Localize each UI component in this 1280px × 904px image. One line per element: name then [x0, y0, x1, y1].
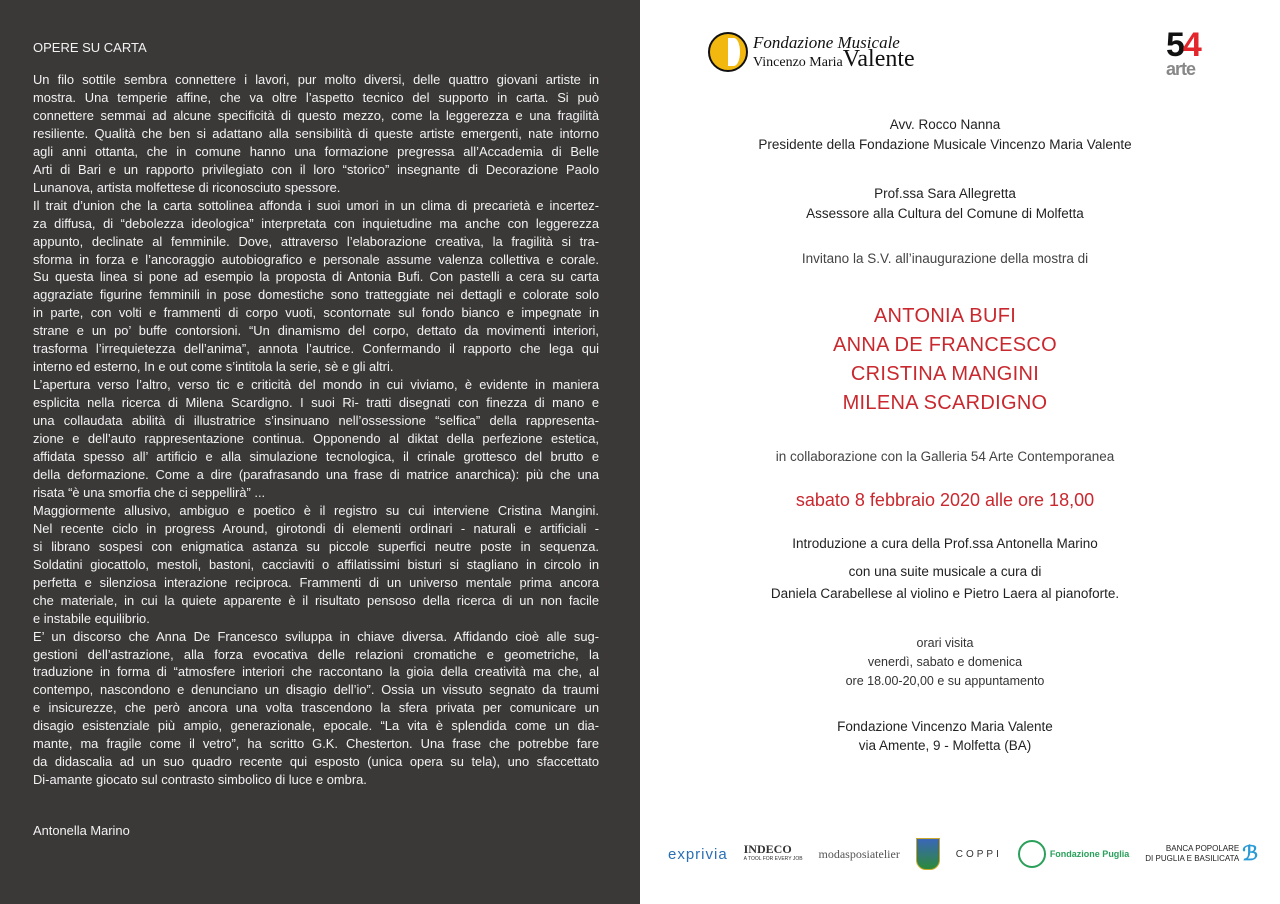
essay-line: E’ un discorso che Anna De Francesco sviluppa in chiave diversa. Affidando cioè alle sug- [33, 628, 599, 644]
essay-line: Di-amante giocato sul contrasto simbolico di luce e ombra. [33, 772, 367, 788]
logo-line1: Fondazione Musicale [753, 32, 900, 52]
essay-line: che materiale, in cui la quiete apparente è il risultato pensoso della ricerca di un non facile [33, 592, 599, 608]
essay-title: OPERE SU CARTA [33, 40, 147, 55]
essay-line: si librano sospesi con enigmatica astanza su piccole superfici neutre poste in sequenza. [33, 538, 599, 554]
essay-line: L’apertura verso l’altro, verso tic e criticità del mondo in cui viviamo, è evidente in maniera [33, 377, 599, 393]
essay-line: resiliente. Qualità che ben si adattano alla sensibilità di queste artiste emergenti, nate intorno [33, 125, 599, 141]
essay-line: sforma in forza e l’ancoraggio autobiografico e personale assume valenza collettiva e corale. [33, 251, 599, 267]
hours-label: orari visita [916, 636, 974, 650]
essay-line: da didascalia ad un suo quadro recente qui esposto (unica opera su tela), uno sfaccettato [33, 754, 599, 770]
invitation-panel [640, 0, 1280, 904]
essay-line: Il trait d’union che la carta sottolinea affonda i suoi umori in un clima di precarietà e incertez- [33, 197, 599, 213]
invite-text: Invitano la S.V. all’inaugurazione della mostra di [801, 251, 1089, 266]
coppi-logo: COPPI [955, 848, 1002, 860]
essay-line: agli anni ottanta, che in comune hanno una formazione pregressa all’Accademia di Belle [33, 143, 599, 159]
essay-line: Arti di Bari e un rapporto privilegiato con il loro “storico” insegnante di Decorazione Paolo [33, 161, 599, 177]
essay-line: zione e dell’auto rappresentazione continua. Opponendo al diktat della perfezione estetica, [33, 431, 599, 447]
essay-line: contempo, nascondono e denunciano un disagio dell’io”. Ossia un vissuto segnato da traumi [33, 682, 599, 698]
logo-line2a: Vincenzo Maria [753, 54, 843, 70]
logo-arte: arte [1166, 59, 1196, 79]
logo-4: 4 [1182, 26, 1200, 64]
essay-line: Nel recente ciclo in progress Around, girotondi di elementi ordinari - naturali e artificiali - [33, 520, 599, 536]
essay-line: trasforma l’irrequietezza dell’anima”, annota l’autrice. Confermando il rapporto che lega qui [33, 341, 599, 357]
essay-line: appunto, declinate al femminile. Dove, attraverso l’elaborazione creativa, la fragilità si tra- [33, 233, 599, 249]
sponsor-logos [668, 836, 1258, 872]
address-name: Fondazione Vincenzo Maria Valente [837, 719, 1053, 734]
artist-name: CRISTINA MANGINI [850, 363, 1040, 385]
essay-line: risata “è una smorfia che ci seppellirà” ... [33, 484, 266, 500]
fondazione-puglia-logo [1018, 840, 1130, 868]
essay-body [33, 71, 599, 789]
event-date: sabato 8 febbraio 2020 alle ore 18,00 [795, 490, 1095, 510]
visiting-hours [640, 634, 1250, 691]
essay-line: connettere semmai ad alcune specificità di questo mezzo, come la leggerezza e una fragilità [33, 107, 599, 123]
modasposi-logo: modasposiatelier [818, 846, 900, 861]
artist-name: MILENA SCARDIGNO [842, 392, 1048, 414]
essay-line: perfetta e silenziosa interazione reciproca. Frammenti di un universo mentale prima ancora [33, 574, 599, 590]
essay-line: gestioni dell’astrazione, alla forza evocativa delle relazioni cromatiche e geometriche, la [33, 646, 599, 662]
essay-line: in parte, con volti e frammenti di corpo vuoti, scontornate sul fondo bianco e impegnate in [33, 305, 599, 321]
indeco-tagline: A TOOL FOR EVERY JOB [743, 856, 803, 862]
essay-line: una collaudata abilità di illustratrice s’insinuano nell’ossessione “selfica” della rappresenta- [33, 413, 599, 429]
hours-times: ore 18.00-20,00 e su appuntamento [845, 674, 1045, 688]
essay-line: esplicita nella ricerca di Milena Scardigno. I suoi Ri- tratti disegnati con finezza di mano e [33, 395, 599, 411]
host1-name: Avv. Rocco Nanna [889, 117, 1001, 132]
essay-line: e instabile equilibrio. [33, 610, 150, 626]
essay-signature: Antonella Marino [33, 823, 130, 838]
exprivia-logo: exprivia [668, 845, 728, 863]
artist-name: ANNA DE FRANCESCO [832, 334, 1058, 356]
fondazione-puglia-name: Fondazione Puglia [1049, 849, 1130, 859]
essay-line: aggraziate figurine femminili in pose domestiche sono tratteggiate nei dettagli e colorate solo [33, 287, 599, 303]
logo-line2b: Valente [842, 45, 915, 72]
essay-line: Soldatini giocattolo, mestoli, bastoni, cacciaviti o affilatissimi bisturi si stagliano in circolo in [33, 556, 599, 572]
essay-line: mante, ma fragile come il vetro”, ha scritto G.K. Chesterton. Una frase che potrebbe fare [33, 736, 599, 752]
municipal-crest-icon [916, 838, 940, 870]
essay-line: disagio esistenziale più ampio, generazionale, epocale. “La vita è splendida come un dia- [33, 718, 599, 734]
essay-line: Maggiormente allusivo, ambiguo e poetico è il registro su cui interviene Cristina Mangini. [33, 502, 599, 518]
essay-line: za diffusa, di “debolezza ideologica” interpretata con inquietudine ma anche con leggerezza [33, 215, 599, 231]
essay-line: mostra. Una temperie affine, che va oltre l’aspetto tecnico del supporto in carta. Si può [33, 89, 599, 105]
introduction-text: Introduzione a cura della Prof.ssa Antonella Marino [792, 536, 1098, 551]
address [640, 717, 1250, 755]
essay-line: strane e un po’ buffe contorsioni. “Un dinamismo del corpo, dettato da movimenti interiori, [33, 323, 599, 339]
essay-line: Su questa linea si pone ad esempio la proposta di Antonia Bufi. Con pastelli a cera su carta [33, 269, 599, 285]
essay-line: della deformazione. Come a dire (parafrasando una frase di matrice anarchica): più che una [33, 466, 599, 482]
collaboration-text: in collaborazione con la Galleria 54 Arte Contemporanea [775, 449, 1115, 464]
host2-name: Prof.ssa Sara Allegretta [874, 186, 1016, 201]
essay-line: interno ed esterno, In e out come s’intitola la serie, sè e gli altri. [33, 359, 394, 375]
essay-line: e insicurezze, che però ancora una volta trascendono la sfera privata per comunicare un [33, 700, 599, 716]
address-street: via Amente, 9 - Molfetta (BA) [858, 738, 1032, 753]
banca-popolare-logo [1145, 844, 1258, 864]
indeco-logo [744, 844, 803, 864]
fondazione-musicale-logo [708, 32, 915, 72]
artists-list [640, 302, 1250, 418]
essay-line: affidata spesso all’ artificio e alla simulazione tecnologica, il crinale grottesco del brutto e [33, 449, 599, 465]
violin-emblem-icon [708, 32, 748, 72]
hours-days: venerdì, sabato e domenica [867, 655, 1023, 669]
indeco-name: INDECO [743, 842, 792, 856]
fondazione-puglia-emblem-icon [1018, 840, 1046, 868]
artist-name: ANTONIA BUFI [873, 305, 1017, 327]
banca-line1: BANCA POPOLARE [1165, 844, 1240, 853]
banca-emblem-icon: ℬ [1242, 843, 1258, 865]
host1-role: Presidente della Fondazione Musicale Vincenzo Maria Valente [758, 137, 1132, 152]
essay-line: Lunanova, artista molfettese di riconosciuto spessore. [33, 179, 341, 195]
banca-line2: DI PUGLIA E BASILICATA [1145, 854, 1240, 863]
galleria-54-arte-logo [1166, 26, 1216, 82]
essay-line: traduzione in forma di “atmosfere interiori che raccontano la gioia della creatività ma che, al [33, 664, 599, 680]
music-line1: con una suite musicale a cura di [848, 564, 1042, 579]
essay-line: Un filo sottile sembra connettere i lavori, pur molto diversi, delle quattro giovani artiste in [33, 72, 599, 87]
music-line2: Daniela Carabellese al violino e Pietro Laera al pianoforte. [770, 586, 1120, 601]
logo-5: 5 [1166, 26, 1183, 64]
host2-role: Assessore alla Cultura del Comune di Molfetta [806, 206, 1084, 221]
